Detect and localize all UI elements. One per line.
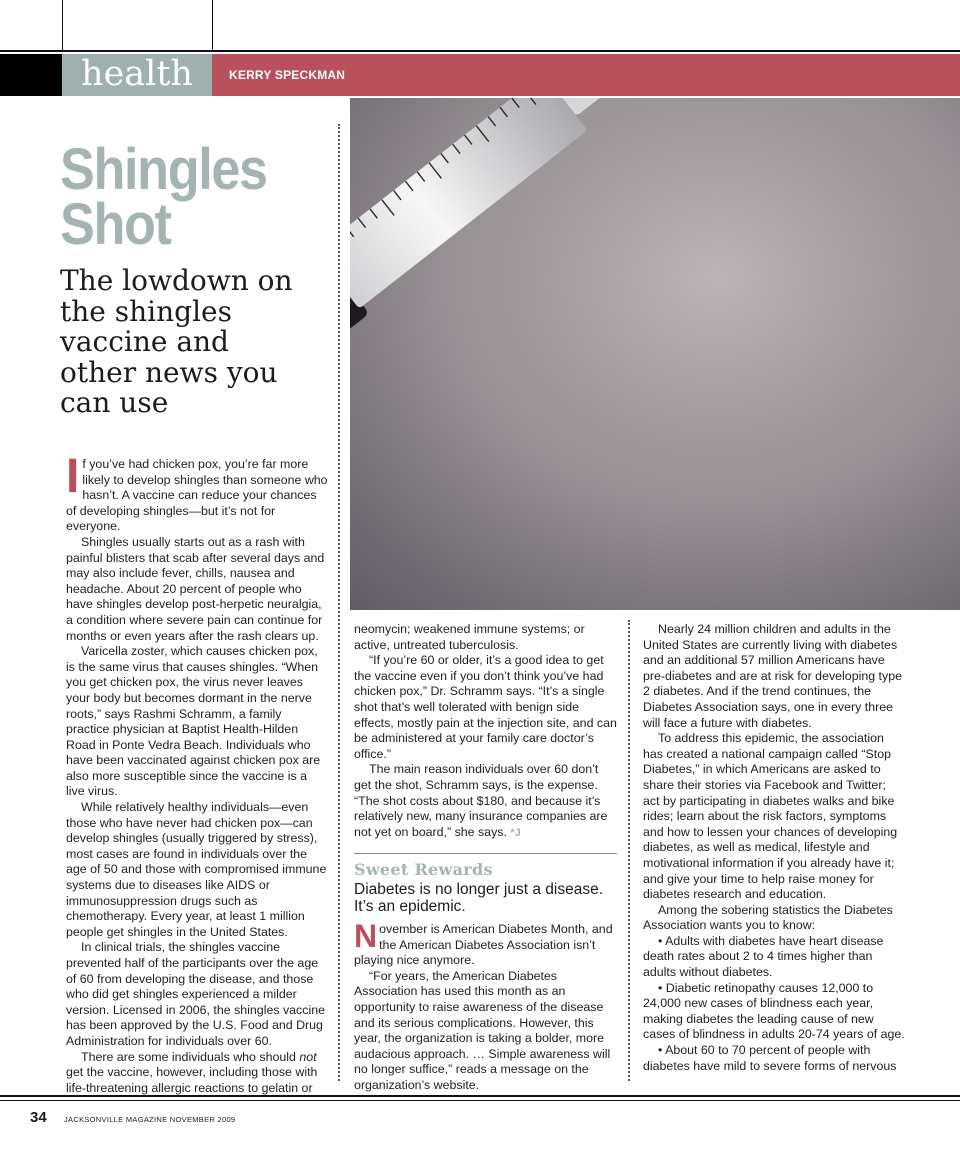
drop-cap: I [66, 450, 80, 503]
author-byline: KERRY SPECKMAN [229, 68, 346, 82]
top-rule [0, 50, 960, 52]
paragraph-text: ovember is American Diabetes Month, and the American Diabetes Association isn’t playing nice anymore. [354, 922, 613, 968]
paragraph: Nearly 24 million children and adults in the United States are currently living with diabetes and an additional 57 million Americans have pre-diabetes and are at risk for developing type 2 diabetes. And if the trend continues, the Diabetes Association says, one in every three will face a future with diabetes. [643, 622, 902, 730]
article-title [60, 137, 312, 257]
paragraph [354, 762, 618, 841]
bullet-item: • Adults with diabetes have heart disease death rates about 2 to 4 times higher than adults without diabetes. [643, 933, 884, 980]
paragraph: neomycin; weakened immune systems; or active, untreated tuberculosis. [354, 622, 585, 652]
paragraph-text: The main reason individuals over 60 don’t get the shot, Schramm says, is the expense. “The shot costs about $180, and because it’s relatively new, many insurance companies are not yet on board,” she says. [354, 762, 608, 839]
sidebar-heading: Sweet Rewards [354, 860, 493, 879]
article-dek-line: the shingles [60, 294, 232, 328]
paragraph: Shingles usually starts out as a rash with painful blisters that scab after several days and may also include fever, chills, nausea and headache. About 20 percent of people who have shingles develop post-herpetic neuralgia, a condition where severe pain can continue for months or even years after the rash clears up. [66, 534, 325, 643]
drop-cap: N [354, 918, 378, 954]
paragraph [66, 450, 328, 535]
paragraph: Varicella zoster, which causes chicken pox, is the same virus that causes shingles. “When you get chicken pox, the virus never leaves your body but becomes dormant in the nerve roots,” says Rashmi Schramm, a family practice physician at Baptist Health-Hilden Road in Ponte Vedra Beach. Individuals who have been vaccinated against chicken pox are also more susceptible since the vaccine is a live virus. [66, 644, 321, 799]
article-title-line: Shot [60, 192, 171, 257]
bullet-item: • Diabetic retinopathy causes 12,000 to 24,000 new cases of blindness each year, making diabetes the leading cause of new cases of blindness in adults 20-74 years of age. [643, 980, 905, 1042]
sidebar-dek: Diabetes is no longer just a disease. It’s an epidemic. [354, 881, 604, 915]
top-frame-line-right [212, 0, 213, 50]
sidebar-column-3 [643, 622, 905, 1074]
paragraph: “For years, the American Diabetes Association has used this month as an opportunity to raise awareness of the disease and its serious complications. However, this year, the organization is taking a bolder, more audacious approach. … Simple awareness will no longer suffice,” reads a message on the organization’s website. [354, 968, 611, 1092]
column-divider [338, 124, 340, 1081]
section-label: health [81, 54, 193, 94]
publication-line: JACKSONVILLE MAGAZINE NOVEMBER 2009 [64, 1115, 236, 1124]
paragraph: To address this epidemic, the association has created a national campaign called “Stop Diabetes,” in which Americans are asked to share their stories via Facebook and Twitter; act by participating in diabetes walks and bike rides; learn about the risk factors, symptoms and how to lessen your chances of developing diabetes, as well as medical, lifestyle and motivational information if you already have it; and give your time to help raise money for diabetes research and education. [643, 731, 898, 902]
column-divider [628, 620, 630, 1081]
top-frame-line-left [62, 0, 63, 50]
paragraph-text: get the vaccine, however, including those with life-threatening allergic reactions to gelatin or [66, 1065, 318, 1095]
article-dek-line: other news you [60, 355, 278, 389]
paragraph: In clinical trials, the shingles vaccine prevented half of the participants over the age of 60 from developing the disease, and those who did get shingles experienced a milder version. Licensed in 2006, the shingles vaccine has been approved by the U.S. Food and Drug Administration for individuals over 60. [66, 940, 325, 1048]
paragraph: While relatively healthy individuals—even those who have never had chicken pox—can develop shingles (usually triggered by stress), most cases are found in individuals over the age of 50 and those with compromised immune systems due to diseases like AIDS or immunosuppression drugs such as chemotherapy. Every year, at least 1 million people get shingles in the United States. [66, 800, 327, 939]
sidebar-column-2 [354, 918, 618, 1094]
paragraph-text: There are some individuals who should [81, 1049, 300, 1064]
article-dek-line: can use [60, 386, 169, 419]
paragraph: Among the sobering statistics the Diabetes Association wants you to know: [643, 902, 893, 933]
syringe-photo [350, 98, 960, 610]
paragraph-text: f you’ve had chicken pox, you’re far more likely to develop shingles than someone who hasn’t. A vaccine can reduce your chances of developing shingles—but it’s not for everyone. [66, 457, 328, 534]
emphasis: not [299, 1049, 317, 1064]
sidebar-rule [354, 853, 617, 854]
paragraph [354, 918, 618, 969]
bottom-rule [0, 1095, 960, 1097]
syringe-illustration [350, 98, 960, 610]
article-dek-line: The lowdown on [60, 264, 293, 297]
paragraph: “If you’re 60 or older, it’s a good idea to get the vaccine even if you don’t think you’ve had chicken pox,” Dr. Schramm says. “It’s a single shot that’s well tolerated with benign side effects, mostly pain at the injection site, and can be administered at your family care doctor’s office.” [354, 653, 617, 761]
page-number: 34 [30, 1109, 47, 1126]
bottom-rule-thin [0, 1100, 960, 1101]
end-mark: *J [510, 826, 521, 839]
header-band-black-block [0, 54, 62, 96]
article-dek [60, 266, 340, 419]
bullet-item: • About 60 to 70 percent of people with diabetes have mild to severe forms of nervous [643, 1043, 897, 1073]
paragraph [66, 1050, 328, 1097]
article-dek-line: vaccine and [60, 325, 229, 358]
article-column-2 [354, 622, 618, 841]
article-title-line: Shingles [60, 137, 267, 202]
article-column-1 [66, 450, 328, 1096]
